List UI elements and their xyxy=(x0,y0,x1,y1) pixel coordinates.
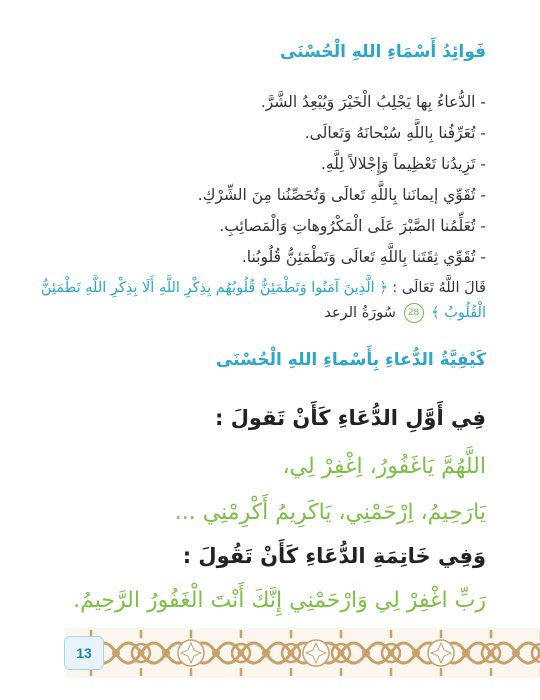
quote-open-bracket: ﴿ xyxy=(379,280,388,296)
benefit-item-1: - الدُّعاءُ بِها يَجْلِبُ الْخَيْرَ وَيُبْعِدُ الشَّرَّ. xyxy=(260,93,486,111)
verse-number-badge: 28 xyxy=(404,303,424,323)
benefit-item-5: - تُعَلِّمُنا الصَّبْرَ عَلَى الْمَكْرُوهاتِ وَالْمَصائِبِ. xyxy=(219,217,486,235)
quran-quote xyxy=(36,276,486,326)
benefit-item-6: - تُقَوِّي ثِقَتَنا بِاللَّهِ تَعالَى وَتَطْمَئِنُّ قُلُوبُنا. xyxy=(241,248,486,266)
dua-start-line-2: يَارَحِيمُ، اِرْحَمْنِي، يَاكَرِيمُ أَكْرِمْنِي ... xyxy=(174,500,486,525)
dua-end-label: وَفِي خَاتِمَةِ الدُّعَاءِ كَأَنْ تَقُولَ : xyxy=(182,544,486,568)
dua-start-line-1: اللَّهُمَّ يَاغَفُورُ، اِغْفِرْ لِي، xyxy=(282,454,486,479)
section-title-how-to-pray: كَيْفِيَّةُ الدُّعاءِ بِأَسْماءِ اللهِ الْحُسْنَى xyxy=(215,350,486,370)
dua-end-line: رَبِّ اغْفِرْ لِي وَارْحَمْنِي إِنَّكَ أَنْتَ الْغَفُورُ الرَّحِيمُ. xyxy=(73,588,486,613)
ornamental-border xyxy=(66,628,540,678)
quote-intro: قَالَ اللَّهُ تَعَالَى : xyxy=(392,280,486,296)
page-number: 13 xyxy=(64,636,104,670)
section-title-benefits: فَوائِدُ أَسْمَاءِ اللهِ الْحُسْنَى xyxy=(280,42,486,62)
benefit-item-4: - تُقَوِّي إيمانَنا بِاللَّهِ تَعالَى وَتُحَصِّنُنا مِنَ الشِّرْكِ. xyxy=(197,186,486,204)
quote-verse: الَّذِينَ آمَنُوا وَتَطْمَئِنُّ قُلُوبُهُم بِذِكْرِ اللَّهِ أَلَا بِذِكْرِ اللَّهِ تَطْمَئِنُّ الْقُلُوبُ xyxy=(40,280,486,321)
quote-close-bracket: ﴾ xyxy=(431,305,440,321)
dua-start-label: فِي أَوَّلِ الدُّعَاءِ كَأَنْ تَقولَ : xyxy=(214,406,486,430)
benefit-item-3: - تَزِيدُنا تَعْظِيماً وَإِجْلالاً لِلَّهِ. xyxy=(320,155,486,173)
surah-name: سُورَةُ الرعد xyxy=(324,305,396,321)
benefit-item-2: - تُعَرِّفُنا بِاللَّهِ سُبْحانَهُ وَتَعالَى. xyxy=(304,124,486,142)
